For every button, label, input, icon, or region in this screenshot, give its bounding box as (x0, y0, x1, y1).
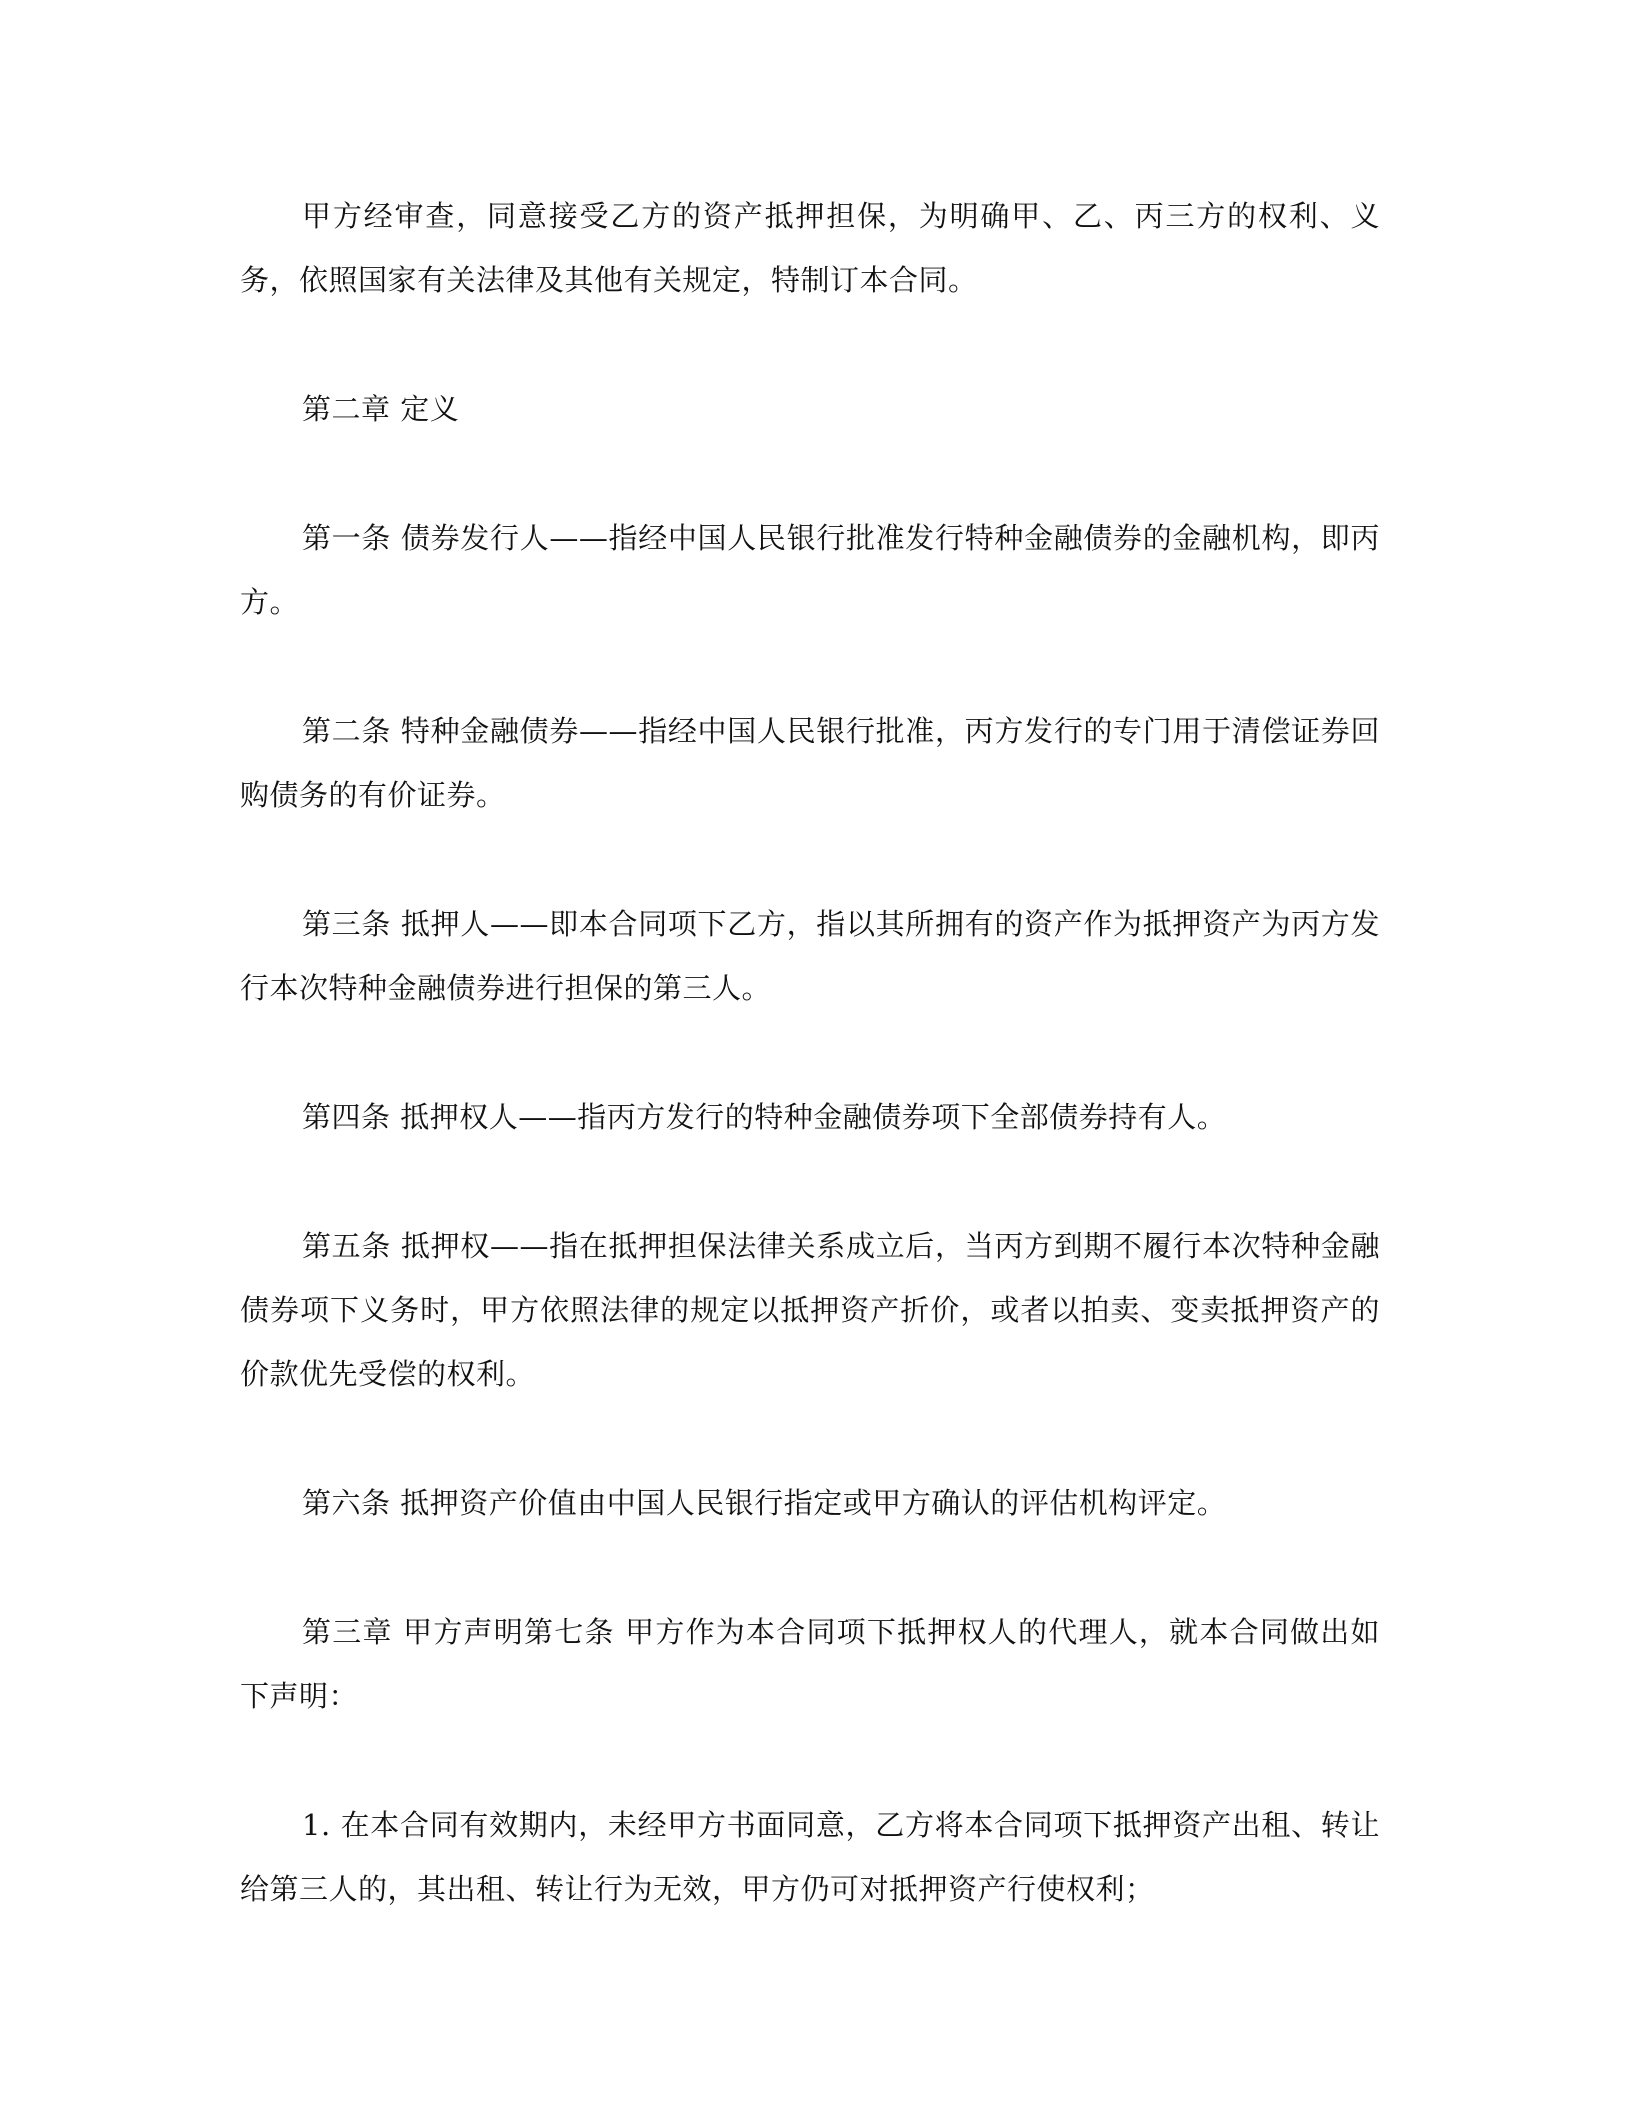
article-1: 第一条 债券发行人——指经中国人民银行批准发行特种金融债券的金融机构，即丙方。 (240, 521, 1380, 619)
clause-1: 1. 在本合同有效期内，未经甲方书面同意，乙方将本合同项下抵押资产出租、转让给第三人的，其出租、转让行为无效，甲方仍可对抵押资产行使权利； (240, 1808, 1380, 1906)
chapter-3-article-7: 第三章 甲方声明第七条 甲方作为本合同项下抵押权人的代理人，就本合同做出如下声明： (240, 1615, 1380, 1713)
paragraph-preamble: 甲方经审查，同意接受乙方的资产抵押担保，为明确甲、乙、丙三方的权利、义务，依照国家有关法律及其他有关规定，特制订本合同。 (240, 199, 1380, 297)
article-2: 第二条 特种金融债券——指经中国人民银行批准，丙方发行的专门用于清偿证券回购债务的有价证券。 (240, 714, 1380, 812)
chapter-2-heading: 第二章 定义 (302, 392, 460, 426)
article-6: 第六条 抵押资产价值由中国人民银行指定或甲方确认的评估机构评定。 (302, 1486, 1227, 1520)
article-4: 第四条 抵押权人——指丙方发行的特种金融债券项下全部债券持有人。 (302, 1100, 1227, 1134)
article-3: 第三条 抵押人——即本合同项下乙方，指以其所拥有的资产作为抵押资产为丙方发行本次特种金融债券进行担保的第三人。 (240, 907, 1380, 1005)
article-5: 第五条 抵押权——指在抵押担保法律关系成立后，当丙方到期不履行本次特种金融债券项下义务时，甲方依照法律的规定以抵押资产折价，或者以拍卖、变卖抵押资产的价款优先受偿的权利。 (240, 1229, 1380, 1391)
document-body (240, 184, 1380, 1986)
